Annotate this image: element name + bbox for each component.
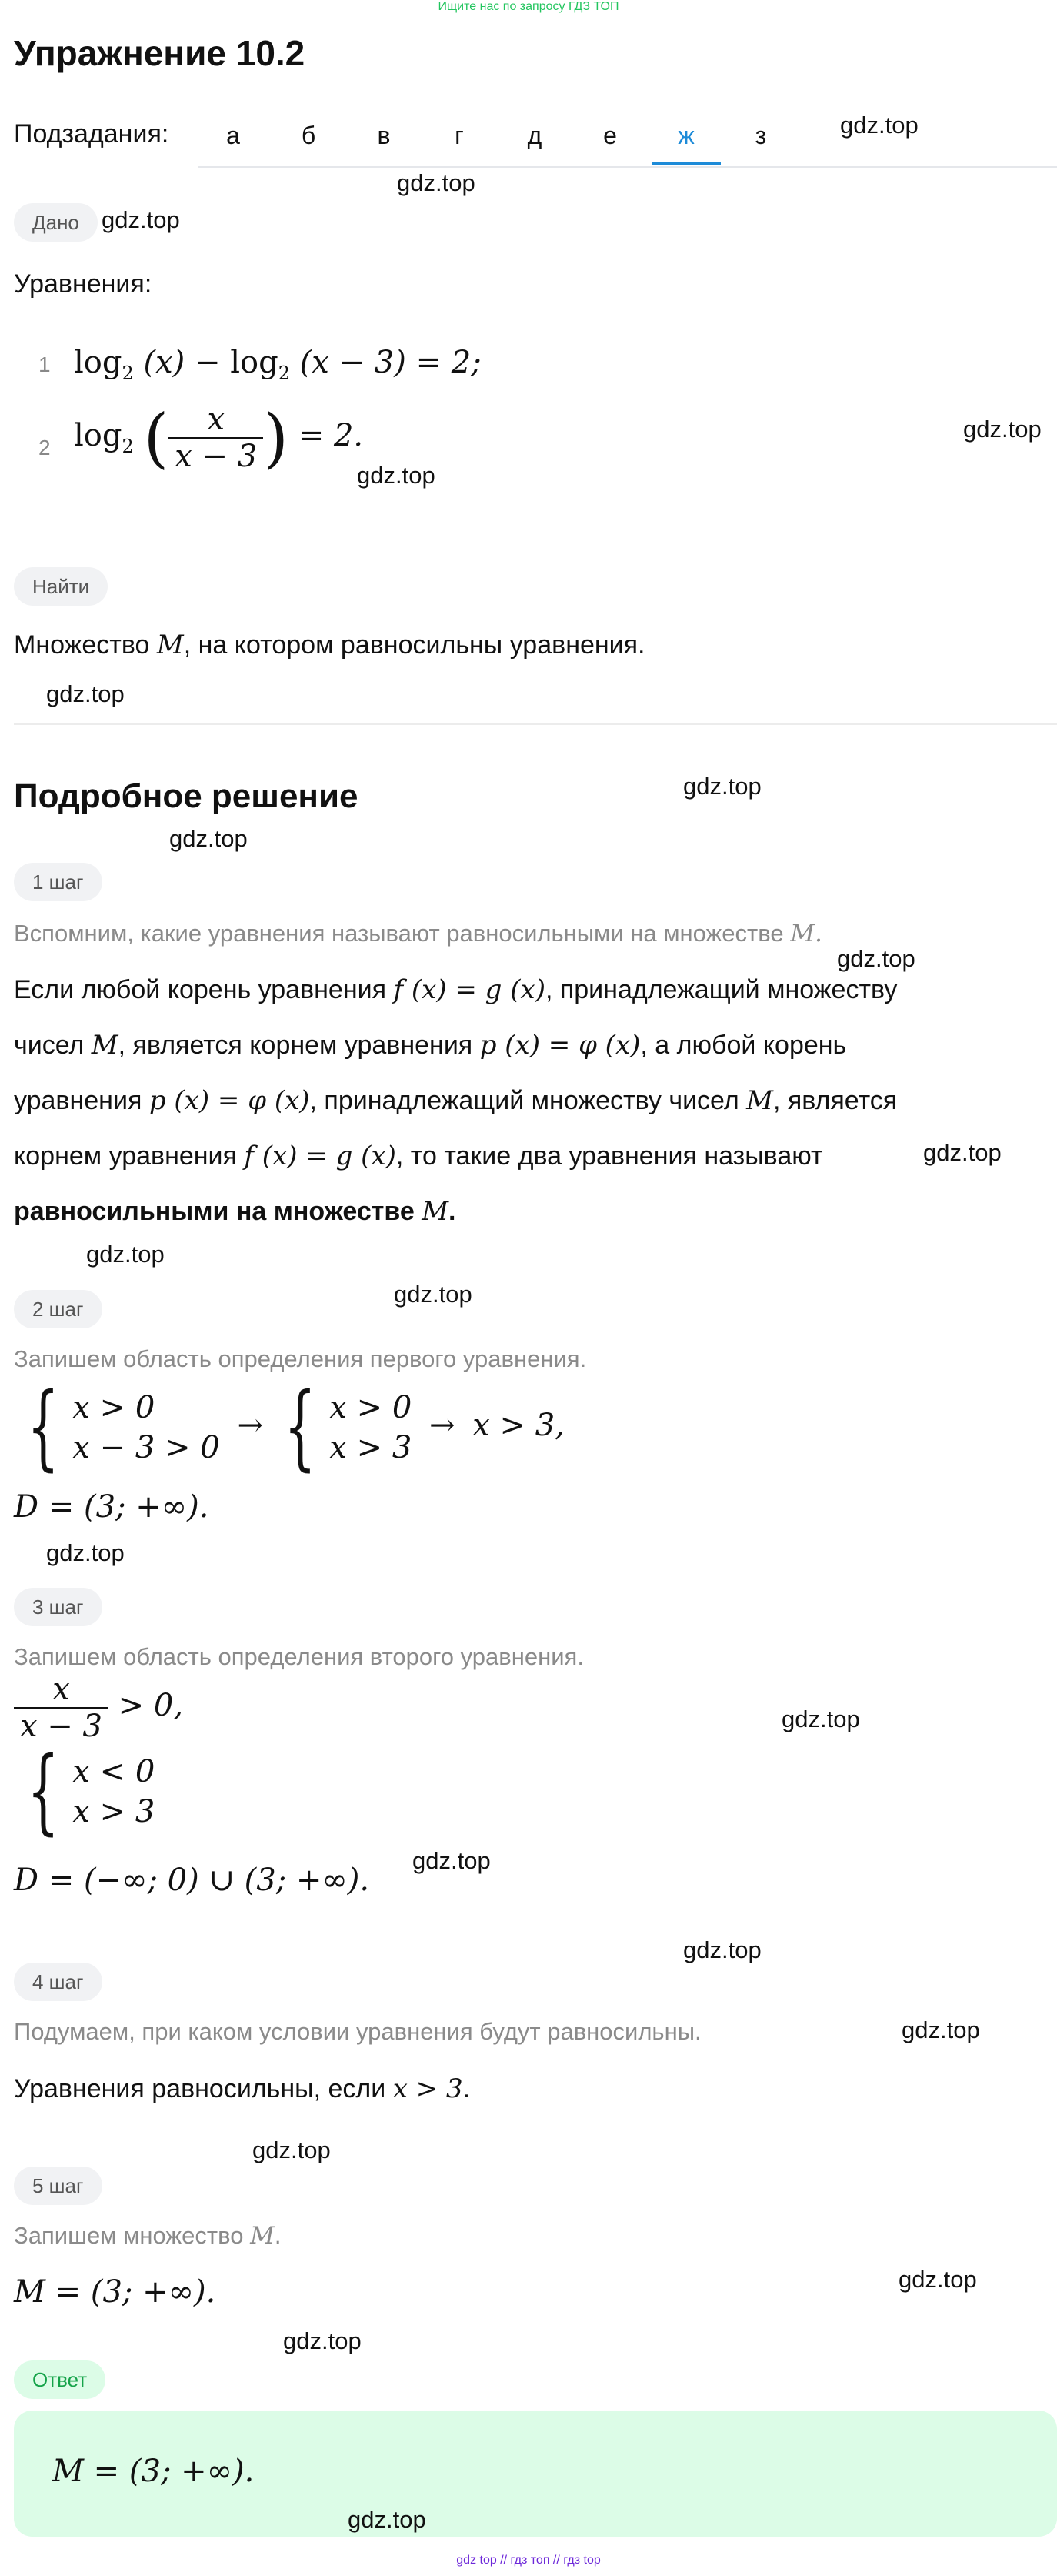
given-pill: Дано xyxy=(14,203,98,242)
footer-links[interactable]: gdz top // гдз топ // гдз top xyxy=(456,2554,601,2567)
step-4-pill: 4 шаг xyxy=(14,1963,102,2001)
tab-d[interactable]: д xyxy=(527,122,542,149)
step-1-line-4: корнем уравнения f (x) = g (x), то такие два уравнения называют xyxy=(14,1141,823,1171)
step-5-hint: Запишем множество M. xyxy=(14,2222,282,2250)
watermark: gdz.top xyxy=(86,1241,165,1268)
step-3-domain: D = (−∞; 0) ∪ (3; +∞). xyxy=(14,1863,370,1898)
step-1-hint: Вспомним, какие уравнения называют равносильными на множестве M. xyxy=(14,920,822,947)
step-1-line-2: чисел M, является корнем уравнения p (x) = φ (x), а любой корень xyxy=(14,1030,847,1061)
find-text: Множество M, на котором равносильны уравнения. xyxy=(14,630,645,660)
tab-a[interactable]: а xyxy=(226,122,240,149)
equation-number-1: 1 xyxy=(38,352,51,376)
solution-heading: Подробное решение xyxy=(14,777,358,815)
equation-number-2: 2 xyxy=(38,436,51,459)
equations-label: Уравнения: xyxy=(14,269,152,299)
answer-formula: M = (3; +∞). xyxy=(52,2454,255,2489)
step-1-line-3: уравнения p (x) = φ (x), принадлежащий множеству чисел M, является xyxy=(14,1085,898,1116)
step-1-line-1: Если любой корень уравнения f (x) = g (x), принадлежащий множеству xyxy=(14,974,898,1005)
step-1-line-5: равносильными на множестве M. xyxy=(14,1196,456,1227)
equation-2: $\log_2$ ( $\frac{x}{x - 3}$ ) = 2. xyxy=(74,400,364,476)
tab-g[interactable]: г xyxy=(455,122,464,149)
watermark: gdz.top xyxy=(923,1139,1002,1166)
step-2-pill: 2 шаг xyxy=(14,1290,102,1328)
watermark: gdz.top xyxy=(683,773,762,800)
step-4-text: Уравнения равносильны, если x > 3. xyxy=(14,2073,471,2104)
watermark: gdz.top xyxy=(283,2327,362,2354)
tab-e[interactable]: е xyxy=(603,122,617,149)
step-3-inequality: $\frac{x}{x - 3}$ > 0, xyxy=(14,1672,183,1744)
step-3-system: { x < 0 x > 3 xyxy=(27,1738,155,1845)
watermark: gdz.top xyxy=(902,2016,980,2043)
watermark: gdz.top xyxy=(412,1847,491,1874)
step-1-pill: 1 шаг xyxy=(14,863,102,901)
watermark: gdz.top xyxy=(397,169,475,196)
watermark: gdz.top xyxy=(252,2137,331,2163)
subtasks-label: Подзадания: xyxy=(14,119,169,149)
tab-zh[interactable]: ж xyxy=(678,122,695,149)
top-banner: Ищите нас по запросу ГДЗ ТОП xyxy=(438,0,619,13)
answer-pill: Ответ xyxy=(14,2360,105,2399)
watermark: gdz.top xyxy=(357,462,435,489)
tab-v[interactable]: в xyxy=(377,122,391,149)
step-2-system: { x > 0 x − 3 > 0 → { x > 0 x > 3 → x > 3, xyxy=(27,1374,565,1481)
watermark: gdz.top xyxy=(394,1281,472,1308)
step-3-hint: Запишем область определения второго уравнения. xyxy=(14,1643,584,1670)
watermark: gdz.top xyxy=(683,1936,762,1963)
watermark: gdz.top xyxy=(46,1539,125,1566)
step-4-hint: Подумаем, при каком условии уравнения будут равносильны. xyxy=(14,2018,702,2045)
watermark: gdz.top xyxy=(963,416,1042,443)
section-divider xyxy=(14,723,1057,725)
watermark: gdz.top xyxy=(169,825,248,852)
step-3-pill: 3 шаг xyxy=(14,1588,102,1626)
watermark: gdz.top xyxy=(348,2506,426,2533)
step-5-set: M = (3; +∞). xyxy=(14,2274,216,2310)
subtask-tabs xyxy=(198,115,1057,168)
watermark: gdz.top xyxy=(46,680,125,707)
step-2-domain: D = (3; +∞). xyxy=(14,1489,209,1525)
tab-z[interactable]: з xyxy=(755,122,767,149)
active-tab-indicator xyxy=(652,162,721,165)
watermark: gdz.top xyxy=(782,1706,860,1732)
step-5-pill: 5 шаг xyxy=(14,2167,102,2205)
tab-b[interactable]: б xyxy=(301,122,316,149)
watermark: gdz.top xyxy=(102,206,180,233)
page-title: Упражнение 10.2 xyxy=(14,33,305,73)
watermark: gdz.top xyxy=(837,945,915,972)
watermark: gdz.top xyxy=(840,112,919,139)
find-pill: Найти xyxy=(14,567,108,606)
watermark: gdz.top xyxy=(899,2266,977,2293)
answer-box xyxy=(14,2411,1057,2537)
step-2-hint: Запишем область определения первого уравнения. xyxy=(14,1345,587,1372)
equation-1: $\log_2 (x) - \log_2 (x - 3) = 2$; xyxy=(74,345,482,384)
